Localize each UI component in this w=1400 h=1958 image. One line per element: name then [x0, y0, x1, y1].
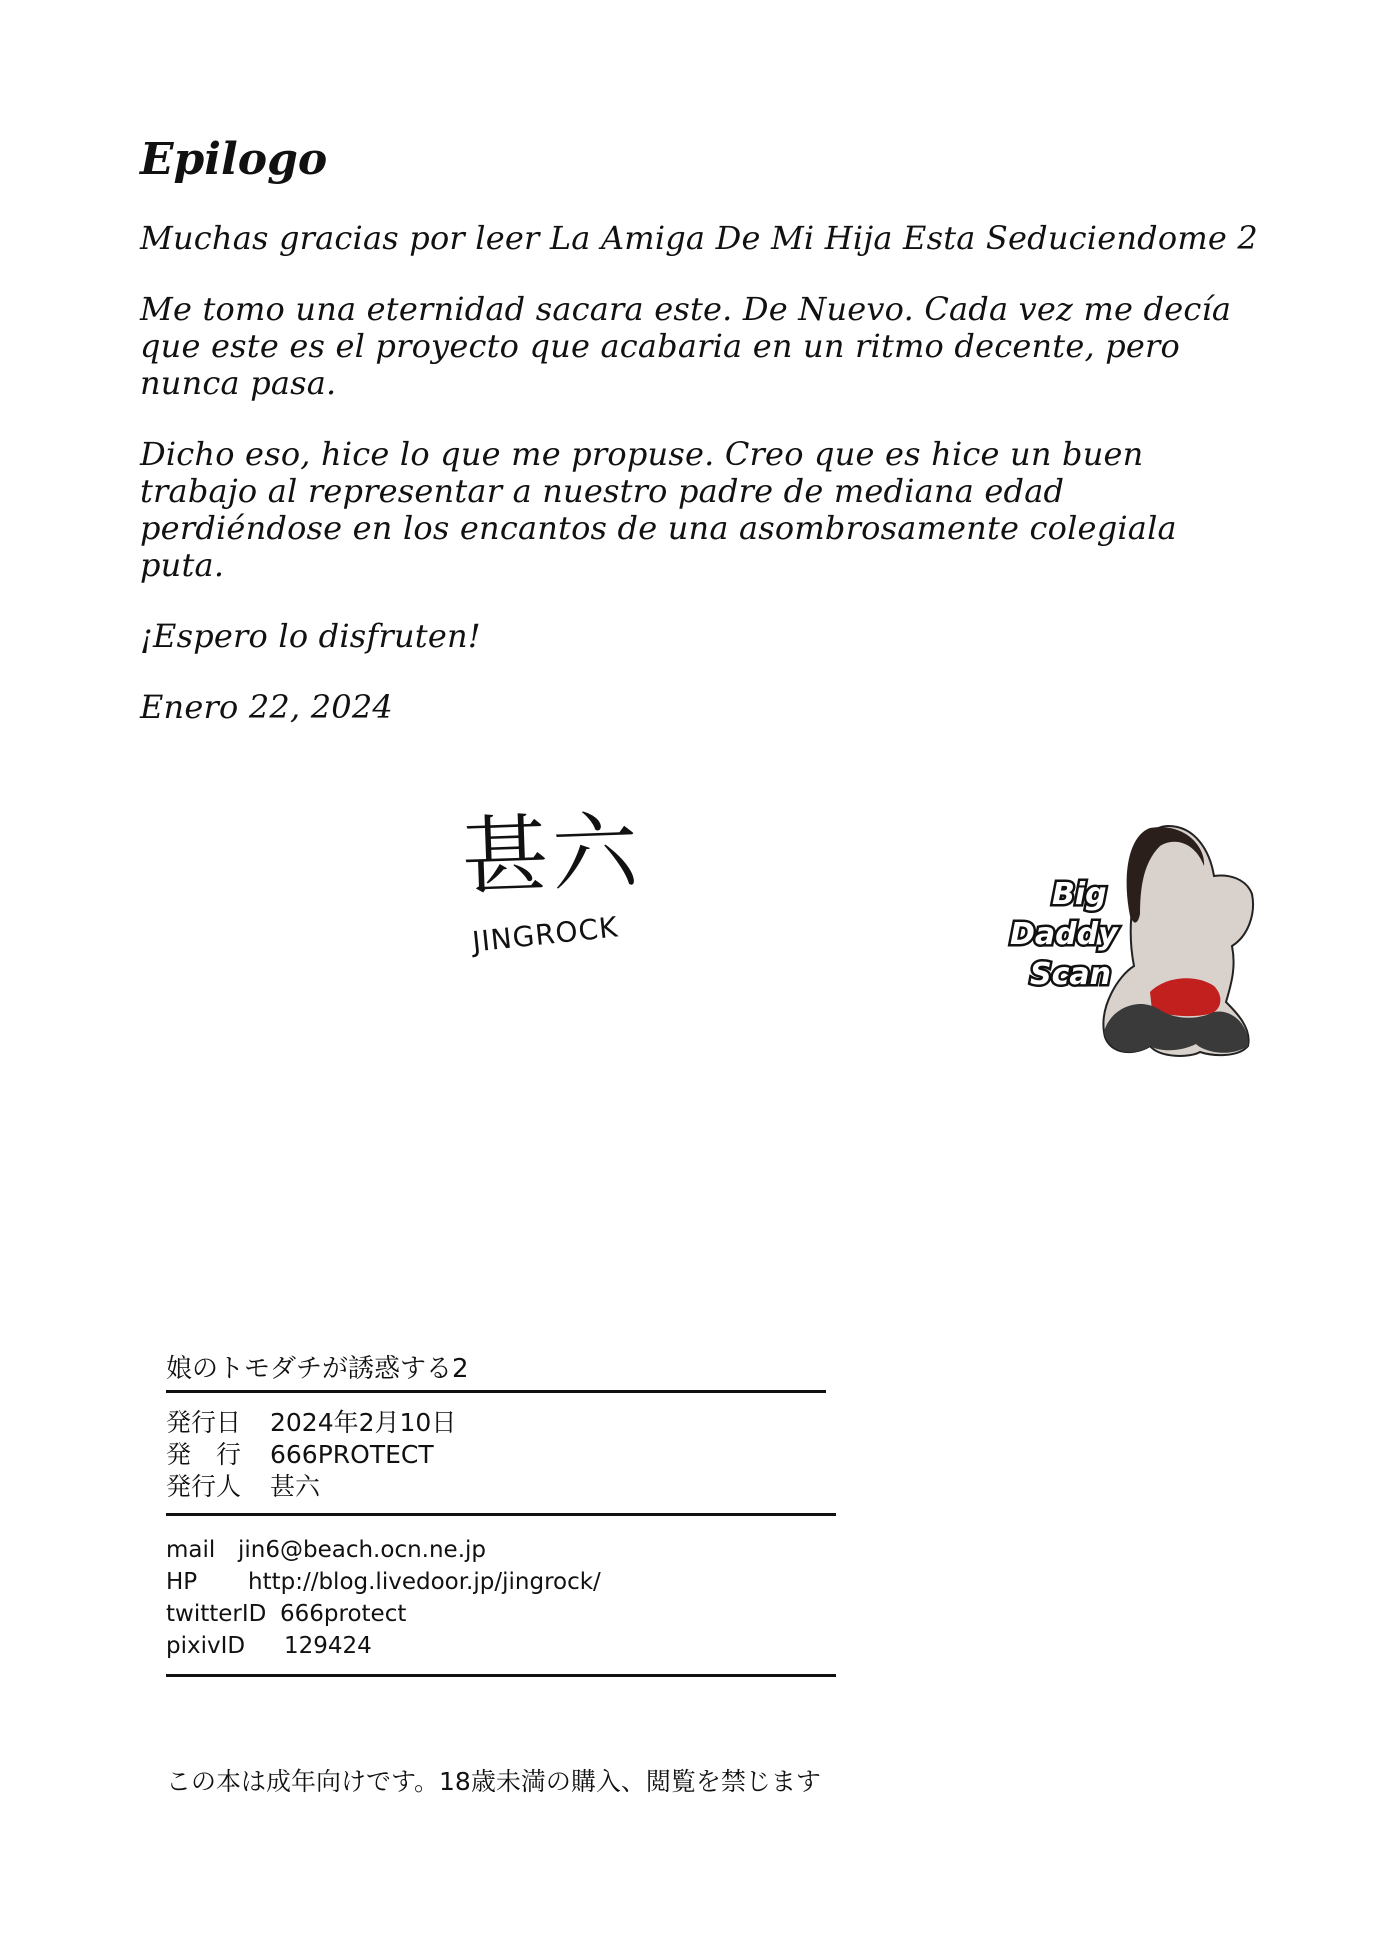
- contact-key: HP: [166, 1569, 198, 1595]
- epilogue-date: Enero 22, 2024: [140, 688, 393, 726]
- epilogue-paragraph-enjoy: ¡Espero lo disfruten!: [140, 617, 481, 655]
- contact-row-hp: [166, 1566, 836, 1598]
- contact-key: pixivID: [166, 1633, 246, 1659]
- contact-value: 666protect: [280, 1601, 407, 1627]
- publication-key: 発 行: [166, 1440, 242, 1469]
- contact-key: mail: [166, 1537, 216, 1563]
- publication-key: 発行人: [166, 1472, 242, 1501]
- watermark-line-3: Scan: [1030, 957, 1111, 992]
- watermark-line-2: Daddy: [1010, 917, 1118, 952]
- publication-row-date: [166, 1407, 836, 1439]
- publication-value: 2024年2月10日: [270, 1408, 457, 1437]
- age-restriction-notice: この本は成年向けです。18歳未満の購入、閲覧を禁じます: [166, 1767, 821, 1796]
- contact-value: http://blog.livedoor.jp/jingrock/: [248, 1569, 601, 1595]
- publication-key: 発行日: [166, 1408, 242, 1437]
- watermark-line-1: Big: [1052, 877, 1107, 912]
- contact-value: jin6@beach.ocn.ne.jp: [238, 1537, 487, 1563]
- publication-value: 666PROTECT: [270, 1440, 434, 1469]
- watermark-text: [1010, 877, 1119, 992]
- epilogue-heading: Epilogo: [140, 134, 328, 185]
- colophon: [166, 1348, 846, 1677]
- author-signature: [460, 801, 692, 972]
- publication-row-publisher: [166, 1439, 836, 1471]
- epilogue: [140, 134, 1260, 760]
- scanlator-watermark-logo: [1000, 796, 1300, 1076]
- contact-row-twitter: [166, 1598, 836, 1630]
- contact-info: [166, 1516, 836, 1677]
- book-title: 娘のトモダチが誘惑する2: [166, 1348, 826, 1393]
- epilogue-paragraph-thanks: Muchas gracias por leer La Amiga De Mi Hija Esta Seduciendome 2: [140, 219, 1258, 257]
- contact-key: twitterID: [166, 1601, 267, 1627]
- publication-info: [166, 1393, 836, 1516]
- contact-row-mail: [166, 1534, 836, 1566]
- epilogue-paragraph-delay: Me tomo una eternidad sacara este. De Nuevo. Cada vez me decía que este es el proyecto que acabaria en un ritmo decente, pero nunca pasa.: [140, 290, 1232, 402]
- publication-value: 甚六: [270, 1472, 321, 1501]
- epilogue-paragraph-summary: Dicho eso, hice lo que me propuse. Creo que es hice un buen trabajo al representar a nuestro padre de mediana edad perdiéndose en los encantos de una asombrosamente colegiala puta.: [140, 435, 1177, 584]
- contact-value: 129424: [284, 1633, 372, 1659]
- signature-kanji: 甚六: [460, 801, 644, 909]
- publication-row-issuer: [166, 1471, 836, 1503]
- signature-romaji: JINGROCK: [470, 910, 620, 959]
- contact-row-pixiv: [166, 1630, 836, 1662]
